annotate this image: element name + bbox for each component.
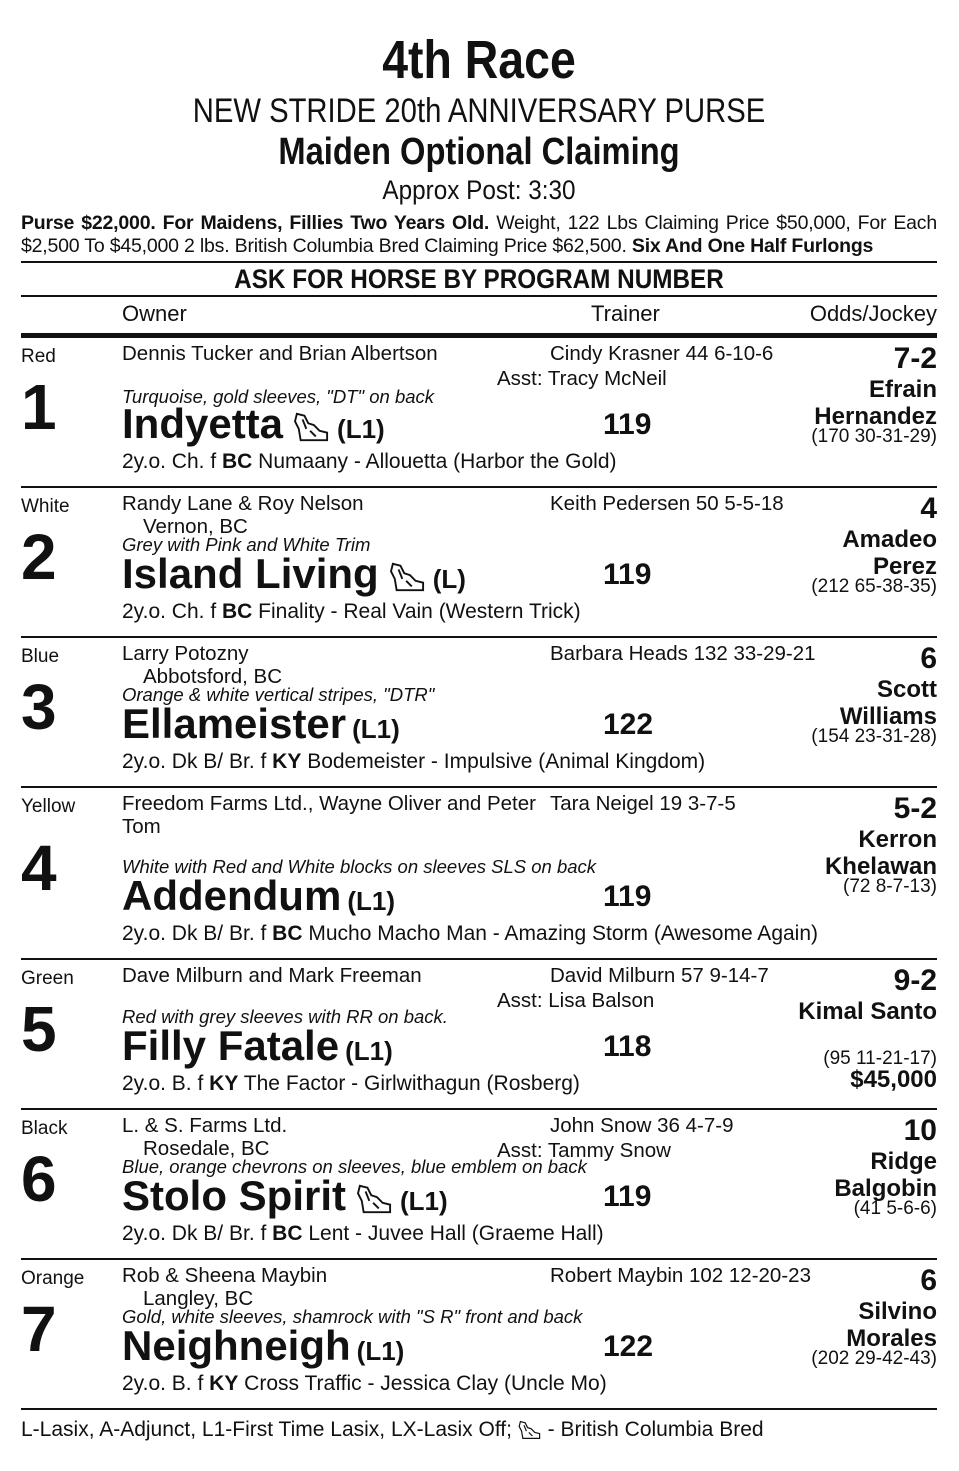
owner-name: Randy Lane & Roy Nelson bbox=[122, 492, 364, 515]
trainer-name: Barbara Heads 132 33-29-21 bbox=[550, 642, 816, 665]
weight: 119 bbox=[603, 880, 652, 913]
program-number: 3 bbox=[21, 671, 57, 743]
saddlecloth-color: Yellow bbox=[21, 796, 76, 817]
weight: 119 bbox=[603, 1180, 652, 1213]
owner-location: Langley, BC bbox=[143, 1287, 254, 1310]
jockey-record: (41 5-6-6) bbox=[853, 1198, 937, 1219]
jockey-name: Efrain Hernandez bbox=[814, 376, 937, 430]
owner-name: Dave Milburn and Mark Freeman bbox=[122, 964, 422, 987]
medication: (L1) bbox=[337, 414, 385, 444]
trainer-name: David Milburn 57 9-14-7 bbox=[550, 964, 769, 987]
breeding: 2y.o. Dk B/ Br. f BC Lent - Juvee Hall (Graeme Hall) bbox=[122, 1222, 604, 1245]
breeding: 2y.o. Dk B/ Br. f BC Mucho Macho Man - Amazing Storm (Awesome Again) bbox=[122, 922, 819, 945]
jockey-name: Kimal Santo bbox=[798, 998, 937, 1025]
jockey-record: (154 23-31-28) bbox=[811, 726, 937, 747]
medication: (L1) bbox=[400, 1186, 448, 1216]
program-number: 5 bbox=[21, 993, 57, 1065]
owner-location: Rosedale, BC bbox=[143, 1137, 270, 1160]
saddlecloth-color: Green bbox=[21, 968, 74, 989]
horse-name: Addendum (L1) bbox=[122, 872, 395, 919]
jockey-name: Scott Williams bbox=[839, 676, 937, 730]
race-type: Maiden Optional Claiming bbox=[278, 131, 680, 173]
horse-name: Neighneigh (L1) bbox=[122, 1322, 405, 1369]
entry-row bbox=[21, 338, 937, 488]
owner-location: Vernon, BC bbox=[143, 515, 248, 538]
trainer-name: John Snow 36 4-7-9 bbox=[550, 1114, 734, 1137]
ask-banner: ASK FOR HORSE BY PROGRAM NUMBER bbox=[234, 264, 724, 294]
weight: 118 bbox=[603, 1030, 652, 1063]
claiming-price: $45,000 bbox=[850, 1066, 937, 1093]
purse-name: NEW STRIDE 20th ANNIVERSARY PURSE bbox=[192, 92, 766, 130]
entry-row bbox=[21, 1110, 937, 1260]
race-title: 4th Race bbox=[382, 30, 576, 90]
trainer-header: Trainer bbox=[591, 301, 660, 326]
medication: (L1) bbox=[347, 886, 395, 916]
silks-description: Blue, orange chevrons on sleeves, blue emblem on back bbox=[122, 1156, 587, 1177]
owner-name: Dennis Tucker and Brian Albertson bbox=[122, 342, 438, 365]
program-number: 4 bbox=[21, 832, 57, 904]
jockey-name: Silvino Morales bbox=[846, 1298, 937, 1352]
horse-name: Indyetta (L1) bbox=[122, 400, 385, 447]
silks-description: Turquoise, gold sleeves, "DT" on back bbox=[122, 386, 435, 407]
program-number: 6 bbox=[21, 1143, 57, 1215]
program-number: 2 bbox=[21, 521, 57, 593]
jockey-record: (95 11-21-17) bbox=[823, 1048, 937, 1069]
weight: 119 bbox=[603, 408, 652, 441]
owner-name: L. & S. Farms Ltd. bbox=[122, 1114, 288, 1137]
morning-line-odds: 9-2 bbox=[893, 964, 937, 997]
trainer-name: Keith Pedersen 50 5-5-18 bbox=[550, 492, 784, 515]
trainer-name: Tara Neigel 19 3-7-5 bbox=[550, 792, 736, 815]
jockey-record: (202 29-42-43) bbox=[811, 1348, 937, 1369]
odds-header: Odds/Jockey bbox=[809, 301, 937, 326]
horse-name: Stolo Spirit (L1) bbox=[122, 1172, 448, 1219]
breeding: 2y.o. Dk B/ Br. f KY Bodemeister - Impulsive (Animal Kingdom) bbox=[122, 750, 706, 773]
post-time: Approx Post: 3:30 bbox=[382, 175, 576, 205]
silks-description: Red with grey sleeves with RR on back. bbox=[122, 1006, 448, 1027]
saddlecloth-color: White bbox=[21, 496, 70, 517]
program-number: 1 bbox=[21, 371, 57, 443]
morning-line-odds: 6 bbox=[920, 642, 937, 675]
medication: (L) bbox=[432, 564, 466, 594]
horse-name: Filly Fatale (L1) bbox=[122, 1022, 393, 1069]
entry-row bbox=[21, 960, 937, 1110]
silks-description: Grey with Pink and White Trim bbox=[122, 534, 371, 555]
horse-name: Island Living (L) bbox=[122, 550, 466, 597]
entries-list bbox=[21, 338, 937, 1410]
horse-name: Ellameister (L1) bbox=[122, 700, 400, 747]
jockey-record: (72 8-7-13) bbox=[843, 876, 937, 897]
jockey-record: (212 65-38-35) bbox=[811, 576, 937, 597]
saddlecloth-color: Black bbox=[21, 1118, 68, 1139]
medication: (L1) bbox=[352, 714, 400, 744]
breeding: 2y.o. B. f KY Cross Traffic - Jessica Clay (Uncle Mo) bbox=[122, 1372, 607, 1395]
trainer-name: Robert Maybin 102 12-20-23 bbox=[550, 1264, 811, 1287]
morning-line-odds: 7-2 bbox=[893, 342, 937, 375]
medication: (L1) bbox=[356, 1336, 405, 1366]
race-program-page bbox=[21, 30, 937, 1442]
entry-row bbox=[21, 638, 937, 788]
bc-bred-icon bbox=[293, 410, 331, 444]
owner-header: Owner bbox=[122, 301, 187, 326]
owner-location: Abbotsford, BC bbox=[143, 665, 283, 688]
assistant-trainer: Asst: Tracy McNeil bbox=[497, 367, 667, 390]
assistant-trainer: Asst: Tammy Snow bbox=[497, 1139, 671, 1162]
weight: 119 bbox=[603, 558, 652, 591]
weight: 122 bbox=[603, 1330, 654, 1363]
morning-line-odds: 10 bbox=[903, 1114, 937, 1147]
entry-row bbox=[21, 1260, 937, 1410]
entry-row bbox=[21, 788, 937, 960]
race-conditions: Purse $22,000. For Maidens, Fillies Two Years Old. Weight, 122 Lbs Claiming Price $50,000, For Each $2,500 To $45,000 2 lbs. British Columbia Bred Claiming Price $62,500. Six And One Half Furlongs bbox=[21, 212, 937, 257]
assistant-trainer: Asst: Lisa Balson bbox=[497, 989, 655, 1012]
medication: (L1) bbox=[345, 1036, 393, 1066]
owner-name: Freedom Farms Ltd., Wayne Oliver and Peter bbox=[122, 792, 536, 815]
column-headers bbox=[21, 297, 937, 333]
jockey-name: Ridge Balgobin bbox=[834, 1148, 937, 1202]
jockey-record: (170 30-31-29) bbox=[811, 426, 937, 447]
morning-line-odds: 4 bbox=[920, 492, 937, 525]
morning-line-odds: 5-2 bbox=[893, 792, 937, 825]
bc-bred-icon bbox=[356, 1182, 394, 1216]
breeding: 2y.o. Ch. f BC Finality - Real Vain (Western Trick) bbox=[122, 600, 581, 623]
bc-bred-icon bbox=[389, 560, 427, 594]
saddlecloth-color: Orange bbox=[21, 1268, 85, 1289]
breeding: 2y.o. B. f KY The Factor - Girlwithagun (Rosberg) bbox=[122, 1072, 580, 1095]
breeding: 2y.o. Ch. f BC Numaany - Allouetta (Harbor the Gold) bbox=[122, 450, 617, 473]
owner-name: Rob & Sheena Maybin bbox=[122, 1264, 328, 1287]
legend: L-Lasix, A-Adjunct, L1-First Time Lasix, LX-Lasix Off; - British Columbia Bred bbox=[21, 1418, 764, 1441]
weight: 122 bbox=[603, 708, 654, 741]
owner-location: Tom bbox=[122, 815, 161, 838]
saddlecloth-color: Blue bbox=[21, 646, 60, 667]
jockey-name: Amadeo Perez bbox=[842, 526, 937, 580]
bc-bred-icon bbox=[518, 1419, 542, 1441]
saddlecloth-color: Red bbox=[21, 346, 56, 367]
trainer-name: Cindy Krasner 44 6-10-6 bbox=[550, 342, 774, 365]
program-number: 7 bbox=[21, 1293, 57, 1365]
jockey-name: Kerron Khelawan bbox=[824, 826, 937, 880]
silks-description: Gold, white sleeves, shamrock with "S R" front and back bbox=[122, 1306, 583, 1327]
morning-line-odds: 6 bbox=[920, 1264, 937, 1297]
silks-description: Orange & white vertical stripes, "DTR" bbox=[122, 684, 435, 705]
owner-name: Larry Potozny bbox=[122, 642, 249, 665]
silks-description: White with Red and White blocks on sleeves SLS on back bbox=[122, 856, 597, 877]
entry-row bbox=[21, 488, 937, 638]
